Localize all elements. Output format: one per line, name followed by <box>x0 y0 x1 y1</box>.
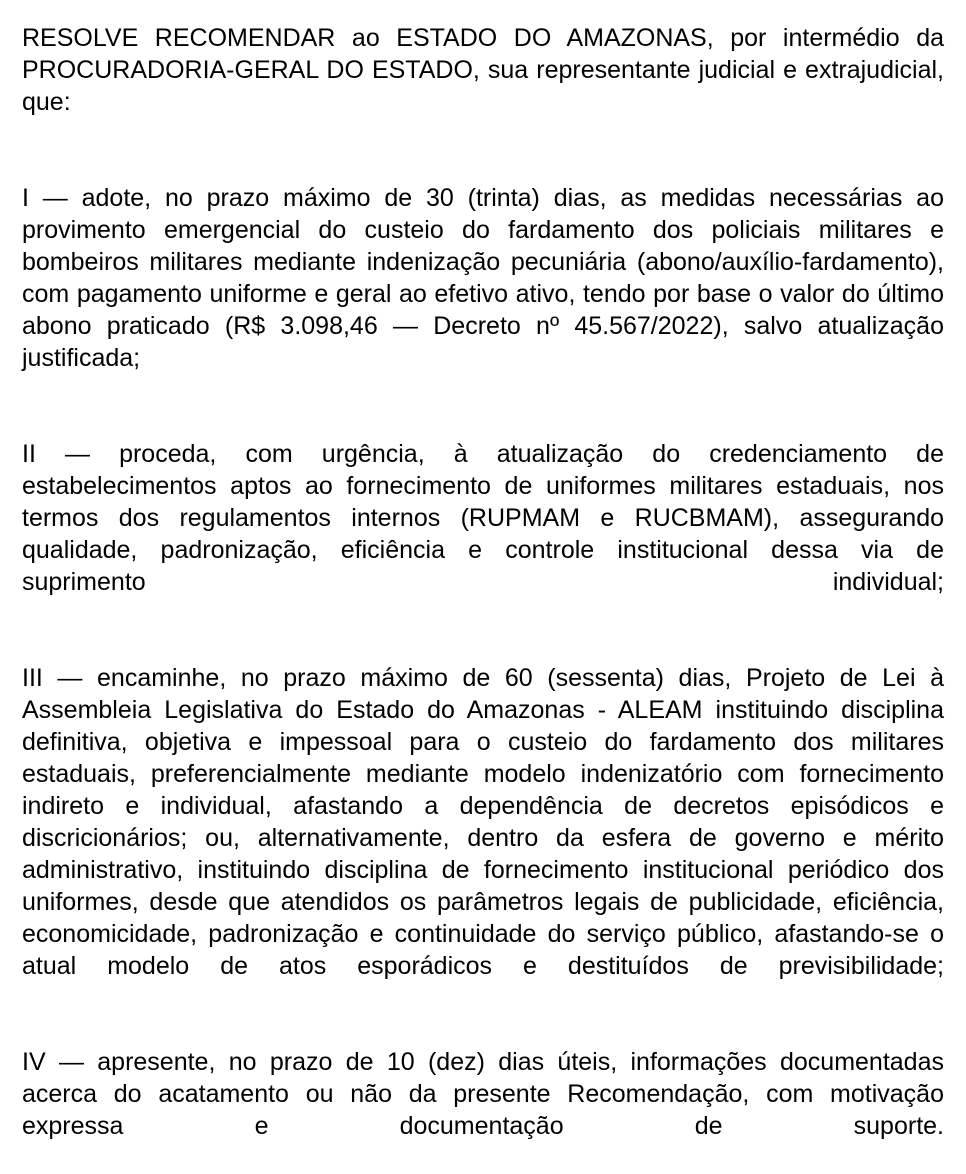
paragraph-item-iii: III — encaminhe, no prazo máximo de 60 (sessenta) dias, Projeto de Lei à Assembleia Legislativa do Estado do Amazonas - ALEAM instituindo disciplina definitiva, objetiva e impessoal para o custeio do fardamento dos militares estaduais, preferencialmente mediante modelo indenizatório com fornecimento indireto e individual, afastando a dependência de decretos episódicos e discricionários; ou, alternativamente, dentro da esfera de governo e mérito administrativo, instituindo disciplina de fornecimento institucional periódico dos uniformes, desde que atendidos os parâmetros legais de publicidade, eficiência, economicidade, padronização e continuidade do serviço público, afastando-se o atual modelo de atos esporádicos e destituídos de previsibilidade; <box>22 664 944 980</box>
paragraph-preamble: RESOLVE RECOMENDAR ao ESTADO DO AMAZONAS, por intermédio da PROCURADORIA-GERAL DO ESTADO, sua representante judicial e extrajudicial, que: <box>22 24 944 116</box>
paragraph-item-i: I — adote, no prazo máximo de 30 (trinta) dias, as medidas necessárias ao provimento emergencial do custeio do fardamento dos policiais militares e bombeiros militares mediante indenização pecuniária (abono/auxílio-fardamento), com pagamento uniforme e geral ao efetivo ativo, tendo por base o valor do último abono praticado (R$ 3.098,46 — Decreto nº 45.567/2022), salvo atualização justificada; <box>22 184 944 372</box>
paragraph-item-ii: II — proceda, com urgência, à atualização do credenciamento de estabelecimentos aptos ao fornecimento de uniformes militares estaduais, nos termos dos regulamentos internos (RUPMAM e RUCBMAM), assegurando qualidade, padronização, eficiência e controle institucional dessa via de suprimento individual; <box>22 440 944 596</box>
paragraph-item-iv: IV — apresente, no prazo de 10 (dez) dias úteis, informações documentadas acerca do acatamento ou não da presente Recomendação, com motivação expressa e documentação de suporte. <box>22 1048 944 1140</box>
